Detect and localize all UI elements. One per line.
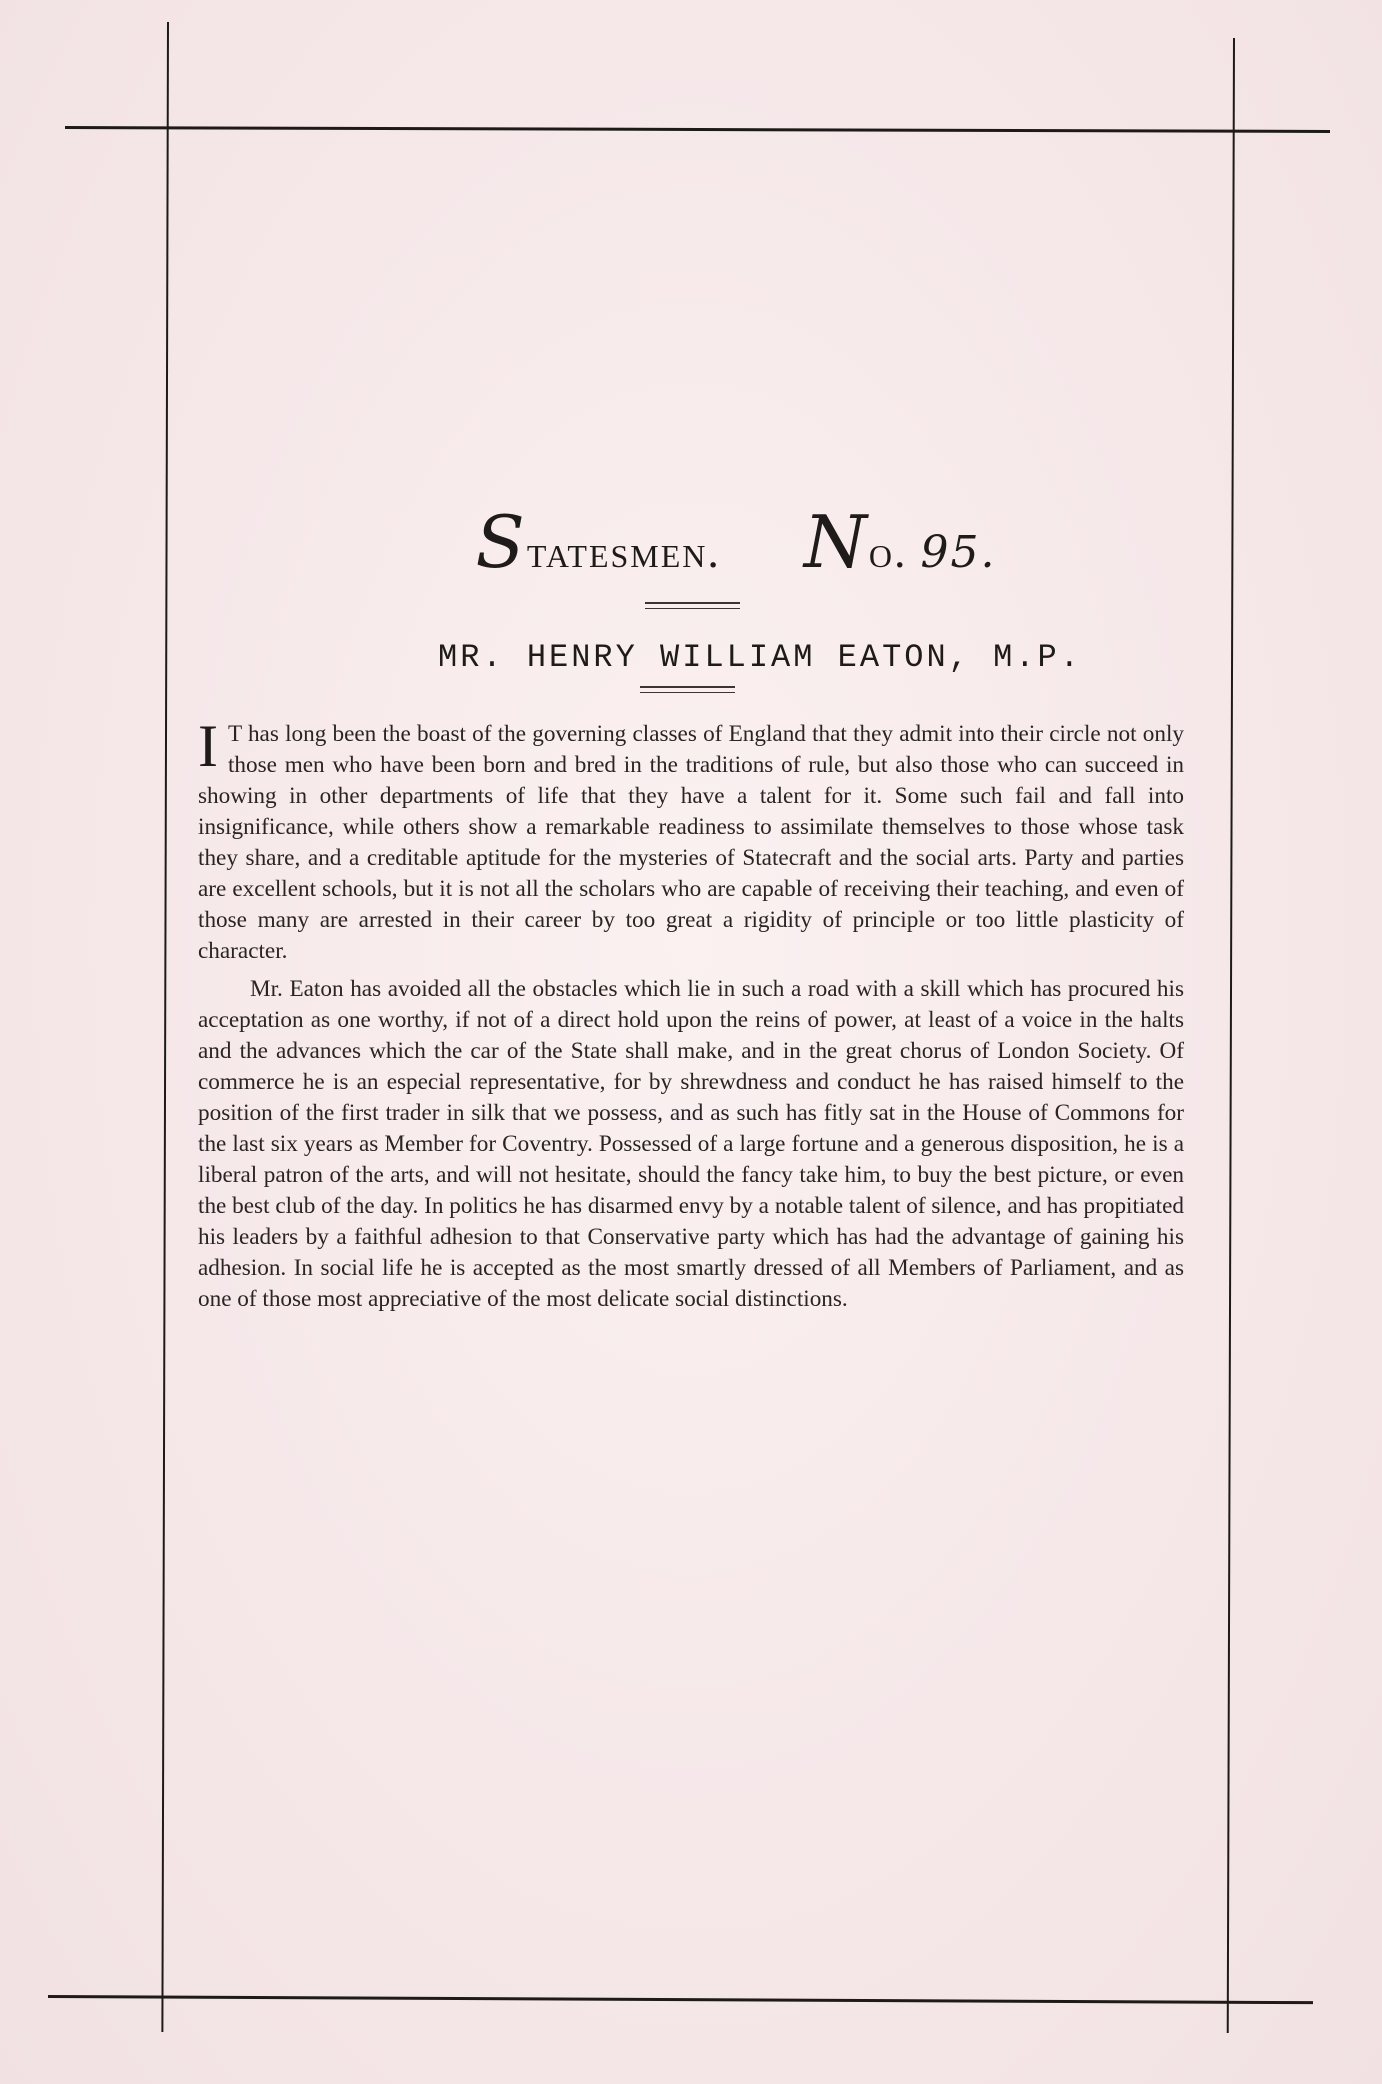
- left-frame-rule: [161, 22, 169, 2032]
- drop-cap: I: [198, 713, 218, 779]
- issue-number: 95.: [920, 527, 997, 578]
- article-block: [198, 500, 1184, 1322]
- paragraph-2: Mr. Eaton has avoided all the obstacles which lie in such a road with a skill which has procured his acceptation as one worthy, if not of a direct hold upon the reins of power, at least of a voice in the halts and the advances which the car of the State shall make, and in the great chorus of London Society. Of commerce he is an especial representative, for by shrewdness and conduct he has raised himself to the position of the first trader in silk that we possess, and as such has fitly sat in the House of Commons for the last six years as Member for Coventry. Possessed of a large fortune and a generous disposition, he is a liberal patron of the arts, and will not hesitate, should the fancy take him, to buy the best picture, or even the best club of the day. In politics he has disarmed envy by a notable talent of silence, and has propitiated his leaders by a faithful adhesion to that Conservative party which has had the advantage of gaining his adhesion. In social life he is accepted as the most smartly dressed of all Members of Parliament, and as one of those most appreciative of the most delicate social distinctions.: [198, 976, 1184, 1312]
- paragraph-1-text: T has long been the boast of the governing classes of England that they admit into their circle not only those men who have been born and bred in the traditions of rule, but also those who can succeed in showing in other departments of life that they have a talent for it. Some such fail and fall into insignificance, while others show a remarkable readiness to assimilate themselves to those whose task they share, and a creditable aptitude for the mysteries of Statecraft and the social arts. Party and parties are excellent schools, but it is not all the scholars who are capable of receiving their teaching, and even of those many are arrested in their career by too great a rigidity of principle or too little plasticity of character.: [198, 721, 1184, 964]
- double-rule-upper: [645, 602, 740, 609]
- article-body: [198, 713, 1184, 1315]
- number-initial: N: [803, 500, 869, 584]
- series-title: tatesmen.: [526, 526, 721, 577]
- double-rule-lower: [640, 686, 735, 693]
- series-heading: [288, 500, 1184, 584]
- number-label: o.: [868, 526, 908, 577]
- paragraph-1: [198, 713, 1184, 967]
- right-frame-rule: [1227, 38, 1235, 2033]
- bottom-frame-rule: [48, 1995, 1313, 2004]
- series-initial: S: [475, 500, 527, 584]
- top-frame-rule: [65, 126, 1330, 133]
- subject-name: MR. HENRY WILLIAM EATON, M.P.: [438, 639, 1082, 676]
